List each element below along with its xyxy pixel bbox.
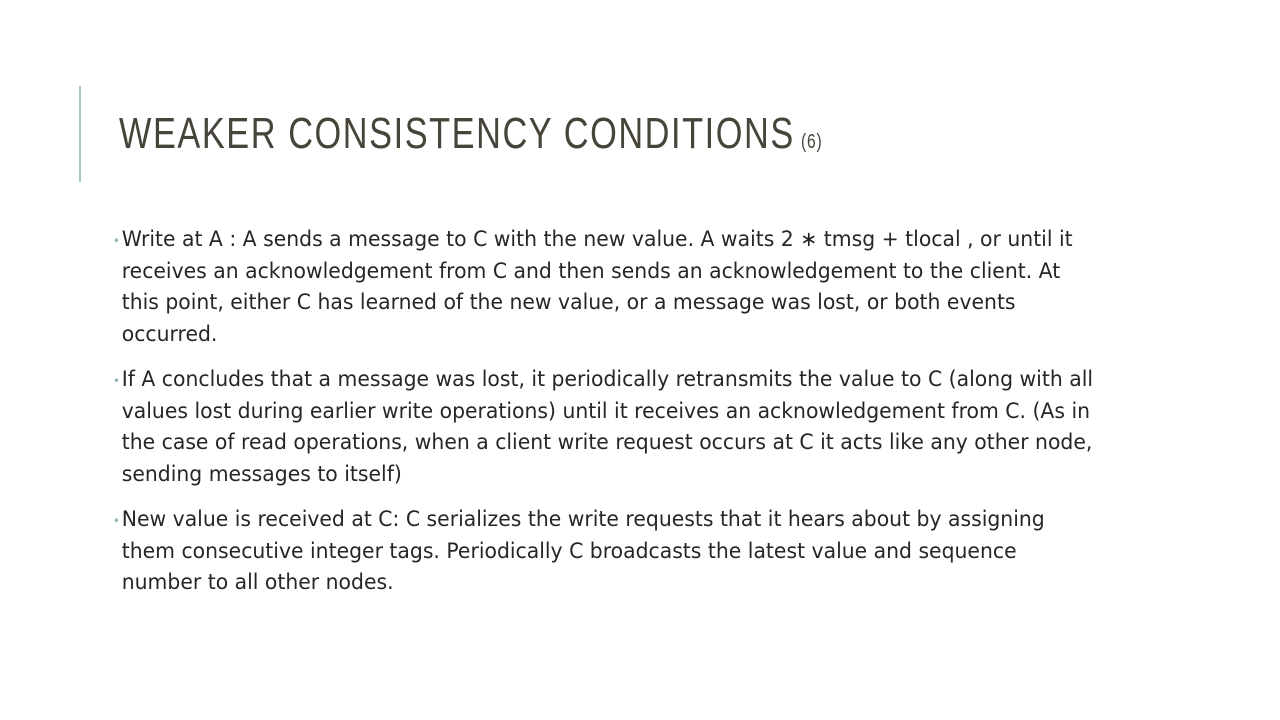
bullet-list <box>113 224 1133 613</box>
bullet-text: If A concludes that a message was lost, it periodically retransmits the value to C (along with all values lost during earlier write operations) until it receives an acknowledgement from C. (As in the case of read operations, when a client write request occurs at C it acts like any other node, sending messages to itself) <box>121 367 1094 486</box>
slide-title-suffix: (6) <box>801 131 823 153</box>
bullet-item <box>113 504 1102 599</box>
bullet-dot-icon: • <box>113 234 120 248</box>
bullet-text: New value is received at C: C serializes the write requests that it hears about by assigning them consecutive integer tags. Periodically C broadcasts the latest value and sequence number to all other nodes. <box>121 507 1045 594</box>
slide-title <box>119 102 822 174</box>
slide-title-text: WEAKER CONSISTENCY CONDITIONS <box>119 109 795 158</box>
bullet-item <box>113 224 1102 350</box>
bullet-dot-icon: • <box>113 514 120 528</box>
bullet-text: Write at A : A sends a message to C with the new value. A waits 2 ∗ tmsg + tlocal , or until it receives an acknowledgement from C and then sends an acknowledgement to the client. At this point, either C has learned of the new value, or a message was lost, or both events occurred. <box>121 227 1073 346</box>
title-accent-bar <box>79 86 81 182</box>
bullet-dot-icon: • <box>113 374 120 388</box>
bullet-item <box>113 364 1102 490</box>
